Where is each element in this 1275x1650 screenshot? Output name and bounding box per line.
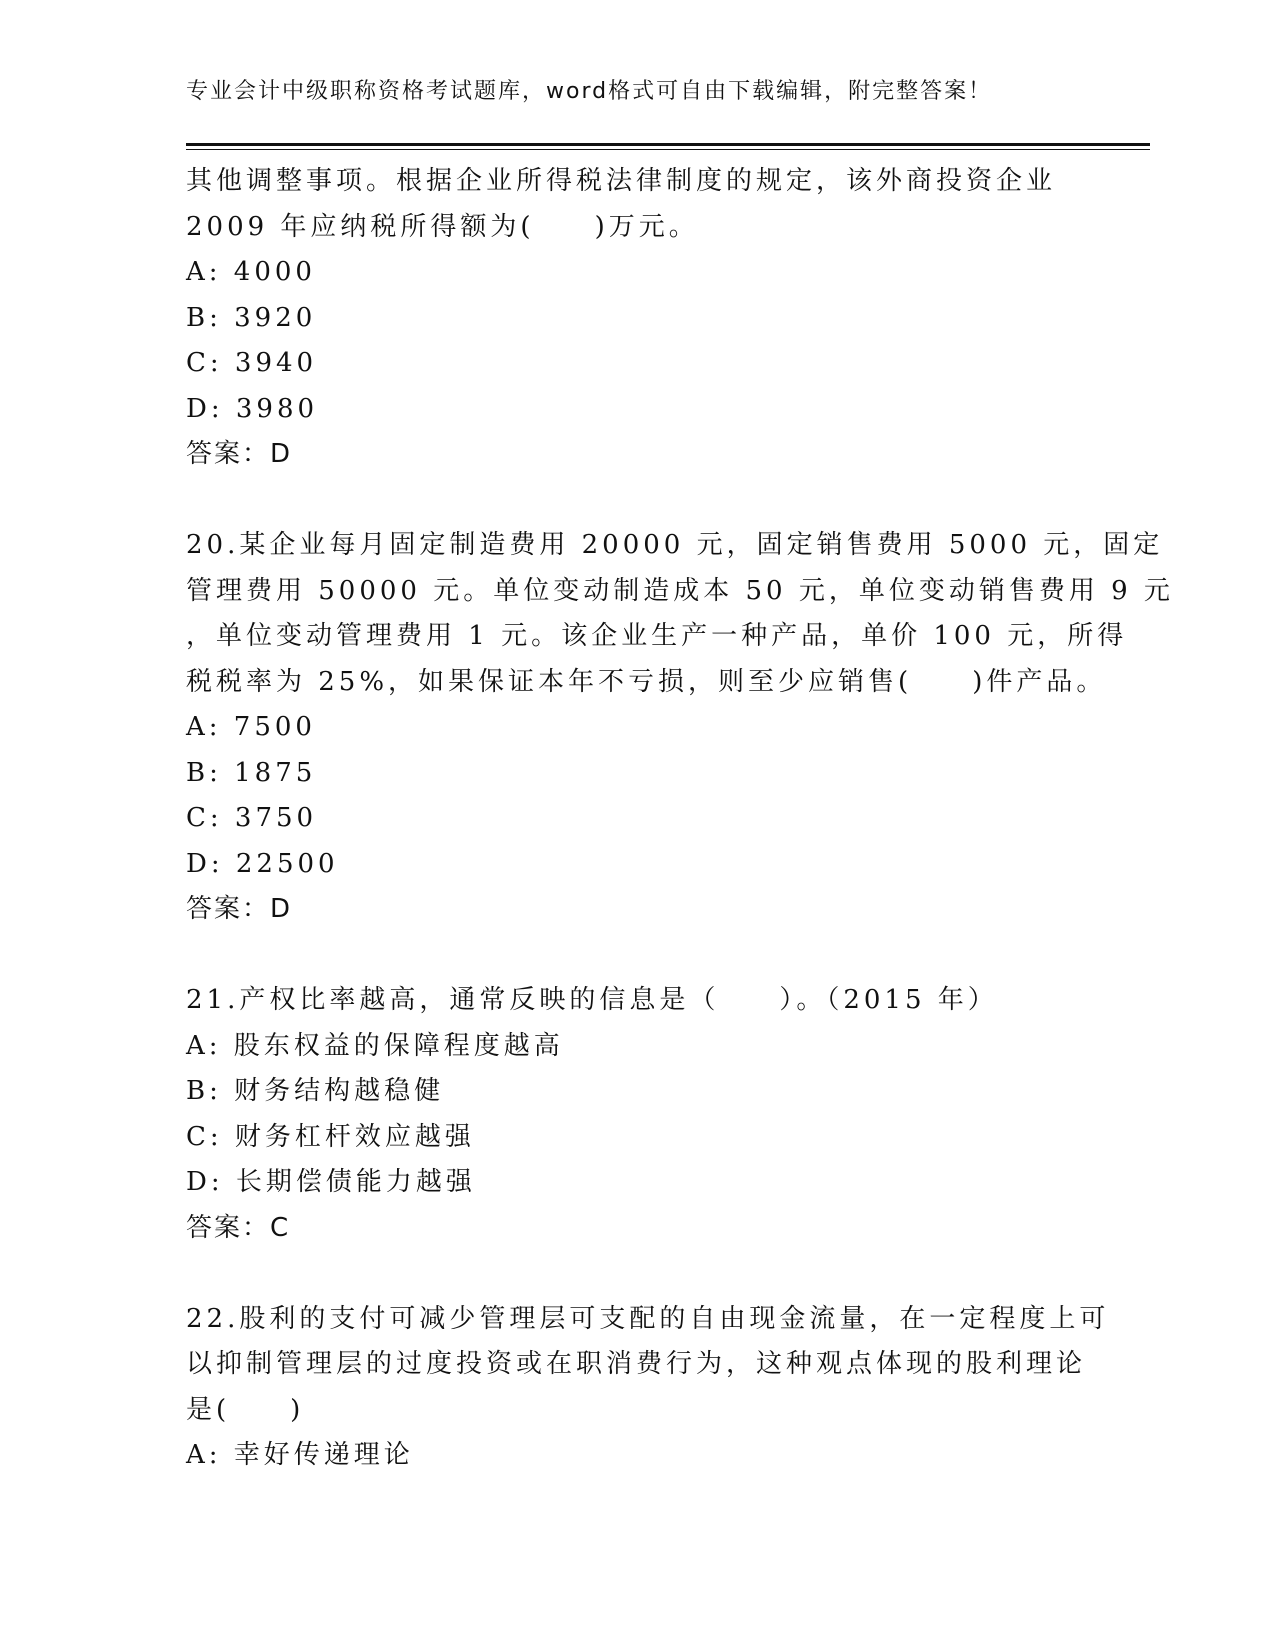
option-b: B: 财务结构越稳健: [186, 1076, 445, 1106]
spacer: [186, 933, 1146, 979]
question-text-line: 以抑制管理层的过度投资或在职消费行为，这种观点体现的股利理论: [186, 1349, 1087, 1379]
question-text-line: ，单位变动管理费用 1 元。该企业生产一种产品，单价 100 元，所得: [186, 621, 1128, 651]
option-c: C: 3940: [186, 348, 318, 378]
question-text-line: 税税率为 25%，如果保证本年不亏损，则至少应销售( )件产品。: [186, 666, 1107, 697]
option-c: C: 3750: [186, 803, 318, 833]
question-text-line: 21.产权比率越高，通常反映的信息是（ ）。（2015 年）: [186, 985, 998, 1015]
question-text-line: 22.股利的支付可减少管理层可支配的自由现金流量，在一定程度上可: [186, 1303, 1110, 1334]
option-a: A: 4000: [186, 257, 316, 287]
spacer: [186, 1251, 1146, 1297]
option-d: D: 3980: [186, 393, 319, 424]
option-b: B: 3920: [186, 302, 317, 333]
option-d: D: 22500: [186, 848, 339, 879]
question-text-line: 其他调整事项。根据企业所得税法律制度的规定，该外商投资企业: [186, 166, 1057, 196]
question-text-line: 20.某企业每月固定制造费用 20000 元，固定销售费用 5000 元，固定: [186, 530, 1164, 560]
option-c: C: 财务杠杆效应越强: [186, 1121, 475, 1152]
header-rule-thin: [186, 149, 1150, 150]
question-21: [186, 978, 1146, 1251]
question-text-line: 管理费用 50000 元。单位变动制造成本 50 元，单位变动销售费用 9 元: [186, 575, 1174, 606]
option-a: A: 股东权益的保障程度越高: [186, 1030, 564, 1061]
answer-label: 答案：C: [186, 1212, 291, 1243]
header-rule-thick: [186, 143, 1150, 146]
answer-label: 答案：D: [186, 894, 293, 924]
spacer: [186, 478, 1146, 524]
question-text-line: 是( ): [186, 1394, 305, 1425]
option-b: B: 1875: [186, 757, 317, 788]
question-text-line: 2009 年应纳税所得额为( )万元。: [186, 211, 699, 242]
document-body: [186, 159, 1174, 1479]
option-a: A: 幸好传递理论: [186, 1440, 414, 1470]
option-a: A: 7500: [186, 712, 316, 742]
page-header: 专业会计中级职称资格考试题库，word格式可自由下载编辑，附完整答案！: [186, 79, 993, 104]
option-d: D: 长期偿债能力越强: [186, 1167, 476, 1197]
question-22: [186, 1297, 1146, 1479]
question-19-continuation: [186, 159, 1146, 478]
answer-label: 答案：D: [186, 439, 293, 469]
question-20: [186, 523, 1174, 933]
